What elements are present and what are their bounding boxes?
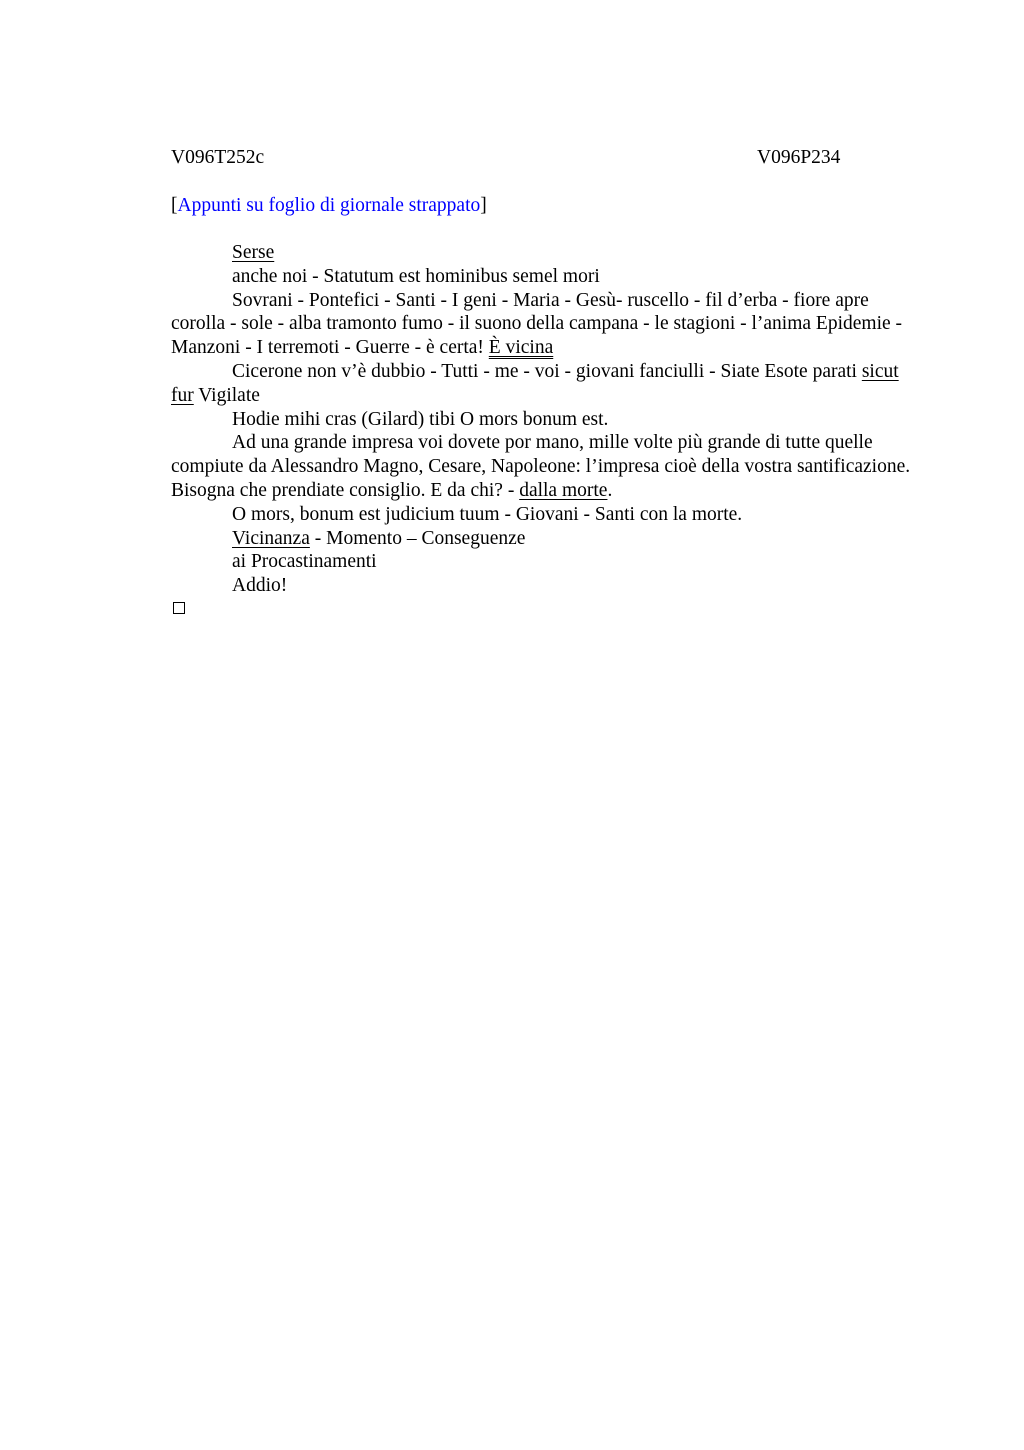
line-serse: [171, 241, 916, 265]
end-marker-box-icon: [173, 602, 185, 614]
line-anche-noi: anche noi - Statutum est hominibus semel mori: [232, 265, 600, 287]
line-o-mors: O mors, bonum est judicium tuum - Giovani - Santi con la morte.: [232, 503, 743, 525]
line-sovrani-underlined: È vicina: [488, 337, 554, 359]
document-code-right: V096P234: [757, 147, 841, 168]
note-open-bracket: [: [171, 195, 178, 216]
line-impresa: [171, 431, 916, 502]
document-page: [171, 0, 916, 1450]
editorial-note: [171, 194, 487, 218]
note-close-bracket: ]: [480, 195, 487, 216]
line-sovrani-text: Sovrani - Pontefici - Santi - I geni - Maria - Gesù- ruscello - fil d’erba - fiore apre corolla - sole - alba tramonto fumo - il suono della campana - le stagioni - l’anima Epidemie - Manzoni - I terremoti - Guerre - è certa!: [171, 289, 903, 359]
line-vicinanza: [171, 527, 916, 551]
line-sovrani: [171, 289, 916, 360]
line-procastinamenti: ai Procastinamenti: [232, 551, 377, 573]
line-hodie: Hodie mihi cras (Gilard) tibi O mors bonum est.: [232, 408, 609, 430]
transcription-body: [171, 241, 916, 598]
document-code-left: V096T252c: [171, 147, 265, 168]
line-cicerone-tail: Vigilate: [193, 384, 260, 406]
line-addio: Addio!: [232, 575, 288, 597]
line-vicinanza-underlined: Vicinanza: [232, 527, 310, 549]
line-serse-text: Serse: [232, 242, 275, 263]
note-text: Appunti su foglio di giornale strappato: [177, 195, 481, 216]
line-cicerone: [171, 360, 916, 408]
line-vicinanza-tail: - Momento – Conseguenze: [309, 527, 526, 549]
line-impresa-underlined: dalla morte: [519, 479, 608, 501]
line-impresa-text: Ad una grande impresa voi dovete por mano, mille volte più grande di tutte quelle compiute da Alessandro Magno, Cesare, Napoleone: l’impresa cioè della vostra santificazione. Bisogna che prendiate consiglio. E da chi? -: [171, 432, 911, 501]
line-impresa-tail: .: [607, 479, 613, 501]
line-cicerone-underlined: sicut fur: [171, 360, 899, 406]
line-cicerone-text: Cicerone non v’è dubbio - Tutti - me - voi - giovani fanciulli - Siate Esote parati: [232, 360, 862, 382]
